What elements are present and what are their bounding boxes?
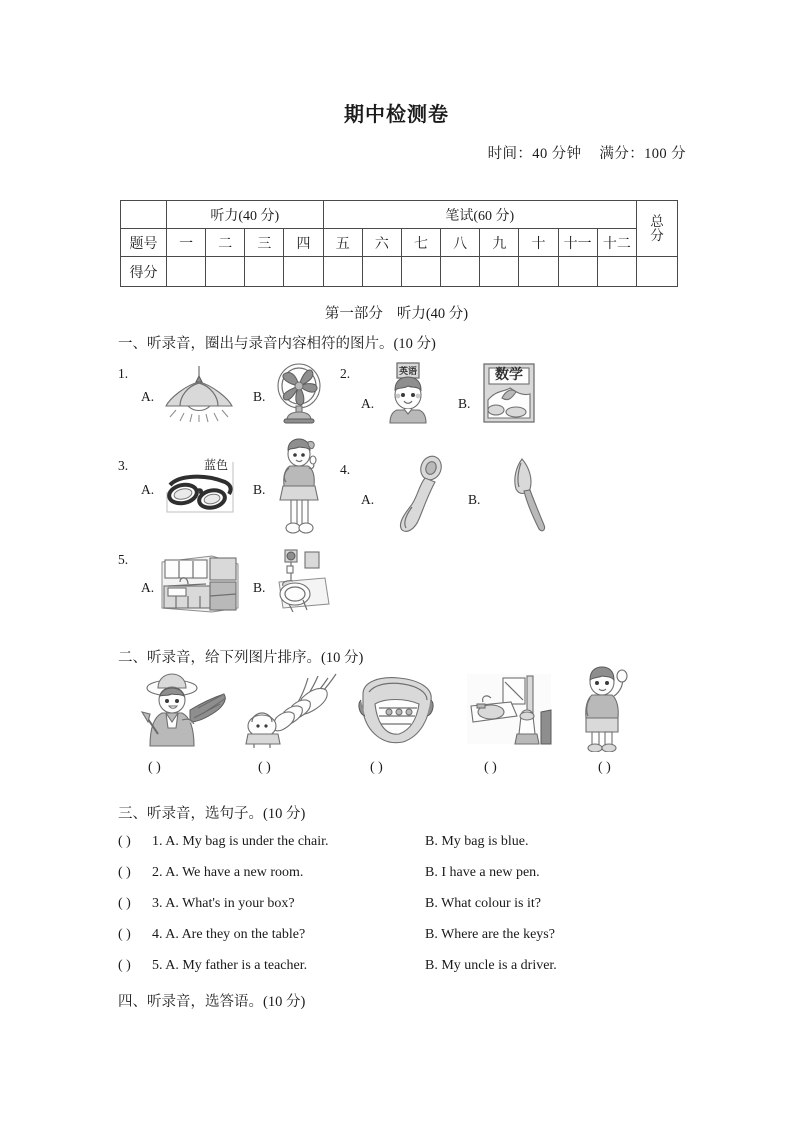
q1-item-4-option-b-letter[interactable]: B. [468,492,481,507]
q3-item-4-number: 4. [152,927,163,942]
q1-item-4-number: 4. [340,462,351,477]
page-title: 期中检测卷 [344,102,449,126]
q3-blank-1[interactable]: ( ) [118,834,131,849]
bathroom-sink-icon[interactable] [465,672,553,748]
score-table-item-1: 一 [167,229,206,257]
score-table-total-header [637,201,678,257]
hand-holding-toy-icon[interactable] [240,672,342,750]
score-table-written-group: 笔试(60 分) [323,201,636,229]
section-4-heading: 四、听录音，选答语。(10 分) [118,994,306,1010]
exam-total-score: 满分：100 分 [599,146,686,162]
glasses-colour-caption: 蓝色 [204,458,229,472]
q3-item-2-option-b[interactable]: B. I have a new pen. [425,865,540,880]
score-table-item-3: 三 [245,229,284,257]
q1-item-5-option-b-letter[interactable]: B. [253,580,266,595]
score-table-item-9: 九 [480,229,519,257]
q2-answer-blank-3[interactable]: ( ) [370,760,383,775]
score-table [120,200,678,287]
score-cell-9[interactable] [480,257,519,287]
q3-item-3-option-a[interactable] [152,896,295,912]
farmer-with-wheat-icon[interactable] [136,672,234,750]
q3-item-3-option-b[interactable]: B. What colour is it? [425,896,541,911]
q3-blank-2[interactable]: ( ) [118,865,131,880]
q3-item-1-option-a[interactable] [152,834,329,850]
girl-waving-icon[interactable] [578,666,630,752]
score-table-score-row [121,257,678,287]
q3-item-1-option-b[interactable]: B. My bag is blue. [425,834,529,849]
q1-item-5-option-a-letter[interactable]: A. [141,580,155,595]
q3-item-5-number: 5. [152,958,163,973]
q1-item-5-number: 5. [118,552,129,567]
q3-item-4-option-a[interactable] [152,927,305,943]
q3-item-1-number: 1. [152,834,163,849]
section-1-heading: 一、听录音，圈出与录音内容相符的图片。(10 分) [118,336,436,352]
q1-item-1-option-b-letter[interactable]: B. [253,389,266,404]
score-cell-5[interactable] [323,257,362,287]
q1-item-4-option-a-letter[interactable]: A. [361,492,375,507]
q3-item-1-a-text: A. My bag is under the chair. [165,834,329,849]
q3-item-5-option-a[interactable] [152,958,307,974]
score-cell-total[interactable] [637,257,678,287]
q1-item-3-option-a-letter[interactable]: A. [141,482,155,497]
q1-item-2-option-a-letter[interactable]: A. [361,396,375,411]
ceiling-lamp-icon[interactable] [158,366,240,422]
q2-answer-blank-4[interactable]: ( ) [484,760,497,775]
q1-item-2-number: 2. [340,366,351,381]
score-cell-12[interactable] [597,257,636,287]
q1-item-3-option-b-letter[interactable]: B. [253,482,266,497]
kitchen-icon[interactable] [160,552,240,614]
q3-item-5-a-text: A. My father is a teacher. [165,958,308,973]
q3-blank-5[interactable]: ( ) [118,958,131,973]
exam-meta [0,142,686,163]
school-bag-icon[interactable] [355,674,439,748]
girl-standing-icon[interactable] [277,438,321,536]
spoon-icon[interactable] [388,455,448,535]
section-2-heading: 二、听录音，给下列图片排序。(10 分) [118,650,364,666]
part-one-heading [0,302,793,323]
q1-item-3-number: 3. [118,458,129,473]
score-table-item-2: 二 [206,229,245,257]
total-char-2: 分 [650,227,664,243]
q3-item-4-a-text: A. Are they on the table? [165,927,306,942]
q3-item-4-option-b[interactable]: B. Where are the keys? [425,927,555,942]
score-cell-7[interactable] [401,257,440,287]
electric-fan-icon[interactable] [270,362,328,424]
q3-item-2-option-a[interactable] [152,865,303,881]
score-cell-2[interactable] [206,257,245,287]
score-table-item-8: 八 [441,229,480,257]
part-one-subject: 听力(40 分) [396,306,469,322]
score-table-number-row [121,229,678,257]
total-char-1: 总 [650,213,664,229]
q3-item-5-option-b[interactable]: B. My uncle is a driver. [425,958,557,973]
score-table-listening-group: 听力(40 分) [167,201,324,229]
score-table-group-row [121,201,678,229]
q2-answer-blank-5[interactable]: ( ) [598,760,611,775]
section-3-heading: 三、听录音，选句子。(10 分) [118,806,306,822]
score-table-corner-cell [121,201,167,229]
q2-answer-blank-2[interactable]: ( ) [258,760,271,775]
q3-item-2-a-text: A. We have a new room. [165,865,304,880]
score-table-item-7: 七 [401,229,440,257]
score-cell-4[interactable] [284,257,323,287]
bathroom-toilet-icon[interactable] [273,548,333,614]
q3-blank-4[interactable]: ( ) [118,927,131,942]
q1-item-1-option-a-letter[interactable]: A. [141,389,155,404]
q3-item-2-number: 2. [152,865,163,880]
english-book-caption: 英语 [398,367,417,377]
score-table-item-10: 十 [519,229,558,257]
score-cell-8[interactable] [441,257,480,287]
score-table-item-12: 十二 [597,229,636,257]
q3-blank-3[interactable]: ( ) [118,896,131,911]
score-table-row-label-number: 题号 [121,229,167,257]
exam-time: 时间：40 分钟 [487,146,582,162]
score-table-item-4: 四 [284,229,323,257]
q1-item-1-number: 1. [118,366,129,381]
score-cell-11[interactable] [558,257,597,287]
score-table-row-label-score: 得分 [121,257,167,287]
score-cell-10[interactable] [519,257,558,287]
q1-item-2-option-b-letter[interactable]: B. [458,396,471,411]
knife-icon[interactable] [500,455,552,535]
score-table-item-5: 五 [323,229,362,257]
score-cell-3[interactable] [245,257,284,287]
q3-item-3-number: 3. [152,896,163,911]
score-table-item-11: 十一 [558,229,597,257]
q3-item-3-a-text: A. What's in your box? [165,896,295,911]
part-one-label: 第一部分 [324,306,383,322]
q2-answer-blank-1[interactable]: ( ) [148,760,161,775]
score-cell-1[interactable] [167,257,206,287]
score-table-item-6: 六 [362,229,401,257]
score-cell-6[interactable] [362,257,401,287]
math-book-caption: 数学 [495,367,523,383]
